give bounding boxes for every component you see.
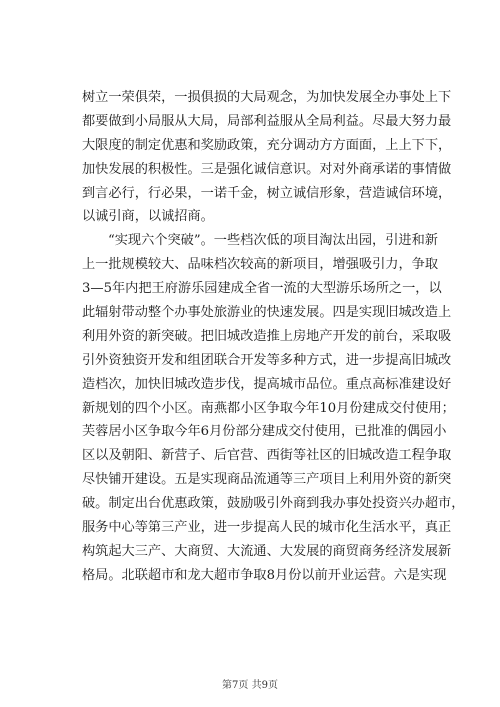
text-line: 此辐射带动整个办事处旅游业的快速发展。四是实现旧城改造上	[82, 305, 452, 321]
text-line: 利用外资的新突破。把旧城改造推上房地产开发的前台，采取吸	[82, 328, 452, 344]
text-line: 格局。北联超市和龙大超市争取8月份以前开业运营。六是实现	[82, 567, 447, 583]
text-line: 造档次，加快旧城改造步伐，提高城市品位。重点高标准建设好	[82, 376, 452, 392]
text-line: 以诚引商，以诚招商。	[82, 209, 214, 225]
text-line: 区以及朝阳、新营子、后官营、西街等社区的旧城改造工程争取	[82, 448, 452, 464]
body-text	[82, 86, 465, 588]
text-line: 树立一荣俱荣，一损俱损的大局观念，为加快发展全办事处上下	[82, 90, 452, 105]
text-line: 到言必行，行必果，一诺千金，树立诚信形象，营造诚信环境，	[82, 185, 452, 201]
text-line: 加快发展的积极性。三是强化诚信意识。对对外商承诺的事情做	[82, 161, 452, 177]
text-line: 破。制定出台优惠政策，鼓励吸引外商到我办事处投资兴办超市，	[82, 496, 465, 512]
text-line: 尽快铺开建设。五是实现商品流通等三产项目上利用外资的新突	[82, 472, 452, 488]
text-line: 3—5年内把王府游乐园建成全省一流的大型游乐场所之一，以	[82, 281, 442, 297]
text-line: 上一批规模较大、品味档次较高的新项目，增强吸引力，争取	[82, 257, 439, 273]
text-line: 引外资独资开发和组团联合开发等多种方式，进一步提高旧城改	[82, 352, 452, 368]
text-line: 构筑起大三产、大商贸、大流通、大发展的商贸商务经济发展新	[82, 543, 452, 559]
text-line: 大限度的制定优惠和奖励政策，充分调动方方面面，上上下下，	[82, 137, 452, 153]
text-line: “实现六个突破”。一些档次低的项目淘汰出园，引进和新	[108, 233, 438, 249]
text-line: 服务中心等第三产业，进一步提高人民的城市化生活水平，真正	[82, 520, 452, 536]
text-line: 都要做到小局服从大局，局部利益服从全局利益。尽最大努力最	[82, 113, 452, 129]
page-footer: 第7页 共9页	[222, 680, 278, 691]
text-line: 新规划的四个小区。南燕都小区争取今年10月份建成交付使用；	[82, 400, 455, 416]
text-line: 芙蓉居小区争取今年6月份部分建成交付使用，已批准的偶园小	[82, 424, 447, 440]
